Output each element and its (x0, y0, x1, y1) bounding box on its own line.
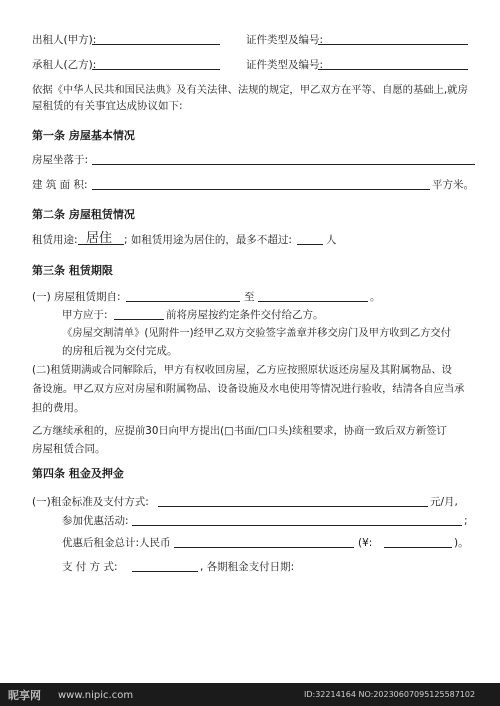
term-to: 至 (244, 291, 255, 303)
intro-line-2: 屋租赁的有关事宜达成协议如下: (32, 100, 183, 112)
payment-method-label: 支 付 方 式: (62, 561, 118, 573)
total-label: 优惠后租金总计:人民币 (62, 537, 171, 549)
area-label: 建 筑 面 积: (32, 179, 88, 191)
renewal-line-2: 房屋租赁合同。 (32, 443, 106, 455)
watermark-logo: 昵享网 (8, 689, 41, 702)
location-label: 房屋坐落于: (32, 154, 89, 166)
article-2-title: 第二条 房屋租赁情况 (32, 208, 135, 221)
party-a-id-label: 证件类型及编号: (246, 34, 324, 46)
party-b-label: 承租人(乙方): (32, 59, 97, 71)
article-1-title: 第一条 房屋基本情况 (32, 129, 135, 142)
total-paren-open: (¥: (358, 537, 373, 549)
total-blank[interactable] (174, 547, 354, 548)
area-unit: 平方米。 (432, 179, 474, 191)
occupancy-text: ; 如租赁用途为居住的，最多不超过: (124, 234, 292, 246)
termination-line-2: 备设施。甲乙双方应对房屋和附属物品、设备设施及水电使用等情况进行验收，结清各自应当承 (32, 383, 465, 395)
total-paren-close: )。 (454, 537, 469, 549)
rent-standard-label: (一)租金标准及支付方式: (32, 496, 149, 508)
termination-line-1: (二)租赁期满或合同解除后，甲方有权收回房屋，乙方应按照原状返还房屋及其附属物品、设 (32, 364, 452, 376)
renewal-line-1: 乙方继续承租的，应提前30日向甲方提出(□书面/□口头)续租要求，协商一致后双方新签订 (32, 425, 447, 437)
party-b-id-blank[interactable] (318, 69, 468, 70)
occupancy-blank[interactable] (297, 244, 323, 245)
handover-line-1: 《房屋交割清单》(见附件一)经甲乙双方交验签字盖章并移交房门及甲方收到乙方交付 (62, 327, 452, 339)
party-a-blank[interactable] (92, 44, 220, 45)
handover-line-2: 的房租后视为交付完成。 (62, 345, 178, 357)
area-blank[interactable] (92, 189, 430, 190)
termination-line-3: 担的费用。 (32, 402, 85, 414)
location-blank[interactable] (92, 164, 475, 165)
use-blank[interactable] (78, 244, 124, 245)
occupancy-unit: 人 (326, 234, 337, 246)
delivery-text: 前将房屋按约定条件交付给乙方。 (166, 309, 324, 321)
party-b-blank[interactable] (92, 69, 220, 70)
party-a-label: 出租人(甲方): (32, 34, 97, 46)
use-label: 租赁用途: (32, 234, 78, 246)
term-end-blank[interactable] (258, 301, 368, 302)
total-yuan-blank[interactable] (384, 547, 452, 548)
article-4-title: 第四条 租金及押金 (32, 467, 124, 480)
party-b-id-label: 证件类型及编号: (246, 59, 324, 71)
watermark-id: ID:32214164 NO:20230607095125587102 (304, 690, 476, 699)
term-label: (一) 房屋租赁期自: (32, 291, 121, 303)
watermark-url: www.nipic.com (58, 690, 134, 701)
term-end-mark: 。 (370, 291, 381, 303)
discount-label: 参加优惠活动: (62, 515, 129, 527)
use-value: 居住 (86, 231, 113, 246)
term-start-blank[interactable] (126, 301, 240, 302)
delivery-date-blank[interactable] (114, 319, 164, 320)
discount-blank[interactable] (132, 525, 462, 526)
delivery-label: 甲方应于: (62, 309, 108, 321)
intro-line-1: 依据《中华人民共和国民法典》及有关法律、法规的规定，甲乙双方在平等、自愿的基础上,就房 (32, 84, 468, 96)
article-3-title: 第三条 租赁期限 (32, 264, 113, 277)
rent-unit: 元/月, (430, 496, 458, 508)
discount-end: ; (464, 515, 468, 527)
payment-method-blank[interactable] (132, 571, 198, 572)
rent-standard-blank[interactable] (158, 506, 428, 507)
party-a-id-blank[interactable] (318, 44, 468, 45)
payment-date-label: , 各期租金支付日期: (200, 561, 295, 573)
